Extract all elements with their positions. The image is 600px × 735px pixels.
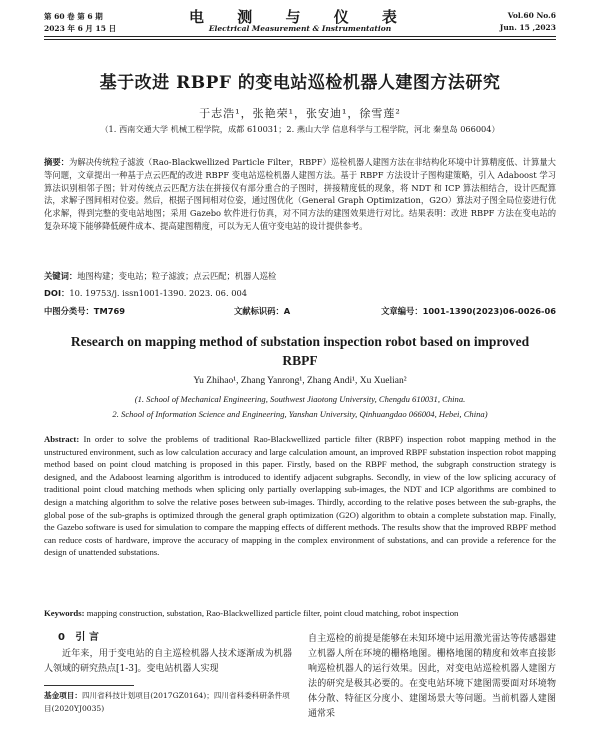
keywords-cn — [44, 270, 556, 282]
header-rule — [44, 36, 556, 37]
fund-label: 基金项目： — [44, 691, 82, 700]
keywords-cn-text: 地图构建；变电站；粒子滤波；点云匹配；机器人巡检 — [77, 271, 277, 281]
section-number: 0 — [58, 632, 65, 643]
volume-cn: 第 60 卷 第 6 期 — [44, 12, 103, 21]
abstract-cn — [44, 156, 556, 233]
abstract-en-label: Abstract: — [44, 434, 80, 444]
authors-en: Yu Zhihao¹, Zhang Yanrong¹, Zhang Andi¹, Xu Xuelian² — [193, 376, 407, 386]
keywords-cn-label: 关键词： — [44, 271, 78, 281]
doi-label: DOI： — [44, 288, 70, 298]
journal-title-en: Electrical Measurement & Instrumentation — [208, 24, 392, 33]
journal-title-cn: 电 测 与 仪 表 — [189, 8, 411, 26]
footnote-rule — [44, 685, 134, 686]
document-code: 文献标识码：A — [234, 306, 291, 316]
fund-note — [44, 689, 292, 715]
doi — [44, 287, 556, 299]
affiliation-cn: （1. 西南交通大学 机械工程学院，成都 610031；2. 燕山大学 信息科学与工程学院，河北 秦皇岛 066004） — [100, 124, 500, 134]
keywords-en — [44, 608, 556, 618]
abstract-cn-label: 摘要： — [44, 157, 70, 167]
affiliation-en-2: 2. School of Information Science and Engineering, Yanshan University, Qinhuangdao 066004, Hebei, China) — [112, 409, 488, 419]
date-cn: 2023 年 6 月 15 日 — [44, 24, 117, 33]
section-title: 引 言 — [75, 632, 99, 643]
abstract-en — [44, 433, 556, 559]
keywords-en-text: mapping construction, substation, Rao-Blackwellized particle filter, point cloud matching, robot inspection — [86, 608, 459, 618]
abstract-en-text: In order to solve the problems of traditional Rao-Blackwellized particle filter (RBPF) inspection robot mapping method in the unstructured environment, such as low calculation accuracy and large calculation amount, an improved RBPF substation inspection robot mapping method based on point cloud matching is proposed in this paper. Firstly, based on the RBPF method, the subgraph construction strategy is designed, and the Adaboost learning algorithm is introduced to identify adjacent subgraphs. Secondly, in view of the low splicing accuracy of traditional point cloud matching methods when splicing only partially overlapping sub-images, the NDT and ICP algorithms are combined to design a matching algorithm to solve the relative poses between sub-images. Thirdly, according to the relative poses between the sub-graphs, the global pose of the sub-graphs is optimized through the general graph optimization (G2O) algorithm to obtain a complete substation map. Finally, the Gazebo software is used for simulation to compare the mapping effects of different methods. The results show that the improved RBPF method can reduce costs of hardware, improve the accuracy of mapping in the complex environment of substations, and can provide a reference for the design of unattended substations. — [44, 434, 556, 558]
date-en: Jun. 15 ,2023 — [499, 23, 556, 32]
header-rule-thin — [44, 39, 556, 40]
authors-cn: 于志浩¹，张艳荣¹，张安迪¹，徐雪莲² — [199, 107, 401, 120]
title-cn: 基于改进 RBPF 的变电站巡检机器人建图方法研究 — [99, 73, 501, 93]
title-en: Research on mapping method of substation inspection robot based on improved RBPF — [70, 334, 530, 368]
affiliation-en-1: (1. School of Mechanical Engineering, Southwest Jiaotong University, Chengdu 610031, China. — [134, 394, 466, 404]
intro-paragraph-left: 近年来，用于变电站的自主巡检机器人技术逐渐成为机器人领域的研究热点[1-3]。变电站机器人实现 — [44, 649, 292, 674]
article-number: 文章编号：1001-1390(2023)06-0026-06 — [381, 306, 556, 316]
abstract-cn-text: 为解决传统粒子滤波（Rao-Blackwellized Particle Filter，RBPF）巡检机器人建图方法在非结构化环境中计算精度低、计算量大等问题，文章提出一种基于点云匹配的改进 RBPF 变电站巡检机器人建图方法。基于 RBPF 方法设计子图构建策略，引入 Adaboost 学习算法识别相邻子图；针对传统点云匹配方法在拼接仅有部分重合的子图时，拼接精度低的现象，将 NDT 和 ICP 算法相结合，设计匹配算法，求解子图间相对位姿。然后，根据子图间相对位姿，通过图优化（General Graph Optimization，G2O）算法对子图全局位姿进行优化求解，得到完整的变电站地图；采用 Gazebo 软件进行仿真，对不同方法的建图效果进行对比。结果表明：改进 RBPF 方法在变电站的复杂环境下能够降低硬件成本、提高建图精度，可以为无人值守变电站的设计提供参考。 — [44, 157, 556, 231]
volume-en: Vol.60 No.6 — [507, 11, 556, 20]
keywords-en-label: Keywords: — [44, 608, 85, 618]
doi-text: 10. 19753/j. issn1001-1390. 2023. 06. 004 — [69, 288, 248, 298]
fund-text: 四川省科技计划项目(2017GZ0164)；四川省科委科研条件项目(2020YJ0035) — [44, 691, 290, 713]
clc-number: 中图分类号：TM769 — [44, 306, 126, 316]
left-column — [44, 628, 292, 715]
section-heading — [58, 628, 292, 643]
intro-paragraph-right: 自主巡检的前提是能够在未知环境中运用激光雷达等传感器建立机器人所在环境的栅格地图。栅格地图的精度和效率直接影响巡检机器人的运行效果。因此，对变电站巡检机器人建图方法的研究是极其必要的。在变电站环境下建图需要面对环境物体分散、特征区分度小、建图场景大等问题。当前机器人建图通常采 — [308, 634, 556, 719]
